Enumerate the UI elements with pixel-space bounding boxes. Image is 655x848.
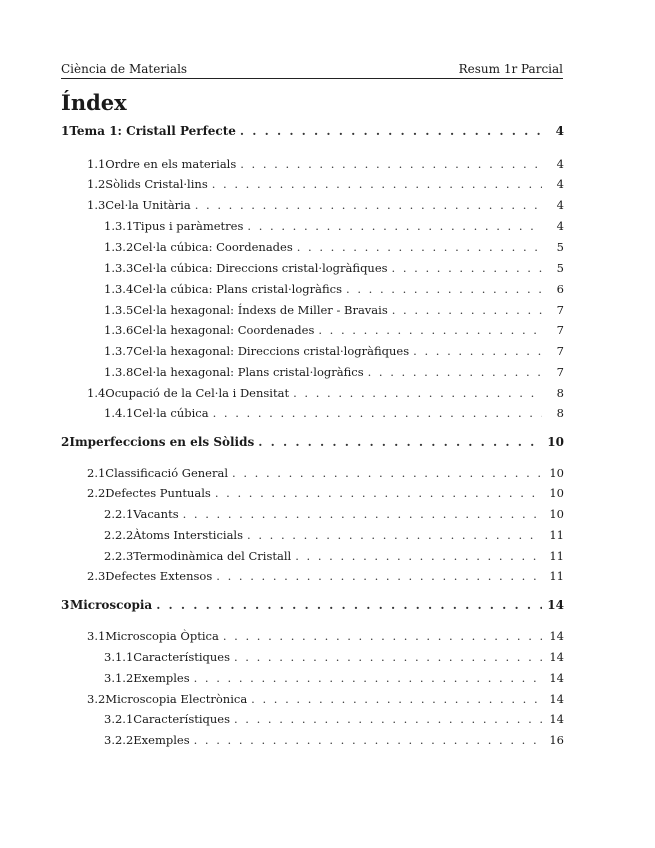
- toc-entry-number: 2.2.1: [104, 507, 134, 521]
- toc-entry-label: Cel·la cúbica: [133, 406, 209, 420]
- toc-entry-number: 1.3.3: [104, 261, 134, 275]
- toc-entry-page: 8: [556, 386, 564, 400]
- toc-entry-number: 2: [61, 435, 70, 449]
- toc-entry-label: Sòlids Cristal·lins: [105, 177, 208, 191]
- toc-entry[interactable]: [61, 507, 564, 523]
- toc-entry-label: Característiques: [133, 712, 230, 726]
- toc-dot-leader: [240, 157, 542, 171]
- toc-dot-leader: [295, 549, 542, 563]
- toc-dot-leader: [195, 198, 542, 212]
- toc-entry-label: Cel·la cúbica: Coordenades: [133, 240, 293, 254]
- toc-entry[interactable]: [61, 569, 564, 585]
- toc-entry-page: 4: [556, 157, 564, 171]
- toc-entry-label: Cel·la Unitària: [105, 198, 191, 212]
- toc-entry[interactable]: [61, 435, 564, 451]
- toc-entry-page: 5: [556, 261, 564, 275]
- toc-entry-page: 14: [547, 598, 564, 612]
- toc-entry-number: 3.1.1: [104, 650, 134, 664]
- toc-entry-page: 4: [556, 219, 564, 233]
- toc-entry-number: 1.3.2: [104, 240, 134, 254]
- toc-dot-leader: [251, 692, 542, 706]
- toc-entry-number: 2.1: [87, 466, 106, 480]
- toc-entry-label: Defectes Puntuals: [105, 486, 211, 500]
- toc-entry-page: 11: [549, 549, 564, 563]
- toc-entry[interactable]: [61, 386, 564, 402]
- toc-entry-label: Tema 1: Cristall Perfecte: [69, 124, 236, 138]
- toc-entry-label: Termodinàmica del Cristall: [133, 549, 292, 563]
- toc-entry-number: 2.3: [87, 569, 106, 583]
- toc-entry-label: Cel·la hexagonal: Coordenades: [133, 323, 315, 337]
- toc-entry[interactable]: [61, 303, 564, 319]
- toc-entry-page: 10: [549, 466, 564, 480]
- toc-dot-leader: [194, 733, 542, 747]
- toc-entry-page: 14: [549, 650, 564, 664]
- toc-dot-leader: [258, 435, 542, 449]
- toc-entry-label: Exemples: [133, 733, 190, 747]
- toc-entry[interactable]: [61, 733, 564, 749]
- toc-dot-leader: [215, 486, 542, 500]
- toc-entry-label: Àtoms Intersticials: [133, 528, 244, 542]
- toc-entry-page: 7: [556, 303, 564, 317]
- toc-dot-leader: [156, 598, 542, 612]
- toc-dot-leader: [247, 528, 542, 542]
- toc-dot-leader: [212, 177, 542, 191]
- toc-entry[interactable]: [61, 650, 564, 666]
- toc-entry-page: 4: [556, 198, 564, 212]
- running-header: [61, 62, 563, 79]
- toc-entry-number: 1.3.1: [104, 219, 134, 233]
- toc-entry-number: 2.2.3: [104, 549, 134, 563]
- toc-entry-page: 8: [556, 406, 564, 420]
- toc-entry[interactable]: [61, 124, 564, 140]
- toc-entry[interactable]: [61, 365, 564, 381]
- toc-entry-label: Cel·la hexagonal: Índexs de Miller - Bravais: [133, 303, 388, 317]
- toc-entry[interactable]: [61, 598, 564, 614]
- toc-dot-leader: [232, 466, 542, 480]
- toc-dot-leader: [216, 569, 542, 583]
- toc-entry[interactable]: [61, 261, 564, 277]
- toc-entry[interactable]: [61, 219, 564, 235]
- toc-entry-page: 16: [549, 733, 564, 747]
- toc-entry[interactable]: [61, 157, 564, 173]
- toc-dot-leader: [194, 671, 542, 685]
- toc-dot-leader: [247, 219, 542, 233]
- toc-entry[interactable]: [61, 323, 564, 339]
- toc-entry[interactable]: [61, 692, 564, 708]
- toc-entry[interactable]: [61, 198, 564, 214]
- toc-dot-leader: [234, 650, 542, 664]
- toc-entry-label: Ocupació de la Cel·la i Densitat: [105, 386, 290, 400]
- header-right: Resum 1r Parcial: [458, 62, 563, 76]
- toc-entry-label: Defectes Extensos: [105, 569, 213, 583]
- toc-entry-number: 2.2: [87, 486, 106, 500]
- toc-entry-label: Característiques: [133, 650, 230, 664]
- toc-entry-number: 3.2: [87, 692, 106, 706]
- toc-entry-number: 1: [61, 124, 70, 138]
- toc-entry[interactable]: [61, 344, 564, 360]
- toc-entry-number: 1.4.1: [104, 406, 134, 420]
- toc-entry[interactable]: [61, 549, 564, 565]
- toc-entry-page: 10: [549, 486, 564, 500]
- toc-dot-leader: [293, 386, 542, 400]
- toc-entry-number: 3: [61, 598, 70, 612]
- toc-entry-page: 14: [549, 712, 564, 726]
- toc-entry-page: 10: [547, 435, 564, 449]
- toc-dot-leader: [392, 261, 542, 275]
- toc-entry-number: 3.2.2: [104, 733, 134, 747]
- toc-dot-leader: [223, 629, 542, 643]
- toc-entry-label: Vacants: [133, 507, 179, 521]
- toc-entry-number: 3.2.1: [104, 712, 134, 726]
- toc-entry-number: 1.3.8: [104, 365, 134, 379]
- toc-entry-number: 2.2.2: [104, 528, 134, 542]
- toc-entry-label: Imperfeccions en els Sòlids: [69, 435, 255, 449]
- toc-dot-leader: [297, 240, 542, 254]
- toc-entry-page: 7: [556, 323, 564, 337]
- toc-entry[interactable]: [61, 177, 564, 193]
- toc-entry-page: 4: [556, 177, 564, 191]
- toc-entry-page: 5: [556, 240, 564, 254]
- toc-dot-leader: [234, 712, 542, 726]
- toc-entry-label: Cel·la cúbica: Plans cristal·logràfics: [133, 282, 343, 296]
- header-left: Ciència de Materials: [61, 62, 188, 76]
- toc-entry[interactable]: [61, 282, 564, 298]
- toc-entry-number: 1.3: [87, 198, 106, 212]
- toc-entry-number: 1.3.6: [104, 323, 134, 337]
- toc-entry-page: 14: [549, 692, 564, 706]
- toc-dot-leader: [368, 365, 542, 379]
- toc-entry-page: 14: [549, 629, 564, 643]
- toc-entry-page: 7: [556, 344, 564, 358]
- toc-entry[interactable]: [61, 240, 564, 256]
- toc-entry-label: Cel·la hexagonal: Plans cristal·logràfics: [133, 365, 364, 379]
- toc-dot-leader: [413, 344, 542, 358]
- toc-entry-number: 3.1: [87, 629, 106, 643]
- toc-entry[interactable]: [61, 466, 564, 482]
- toc-entry-label: Cel·la hexagonal: Direccions cristal·logràfiques: [133, 344, 410, 358]
- toc-entry-number: 3.1.2: [104, 671, 134, 685]
- toc-entry-number: 1.1: [87, 157, 106, 171]
- toc-entry-page: 10: [549, 507, 564, 521]
- toc-entry[interactable]: [61, 671, 564, 687]
- toc-entry-label: Tipus i paràmetres: [133, 219, 244, 233]
- toc-entry-number: 1.3.5: [104, 303, 134, 317]
- toc-entry[interactable]: [61, 406, 564, 422]
- toc-entry-page: 7: [556, 365, 564, 379]
- toc-entry-label: Microscopia Electrònica: [105, 692, 248, 706]
- toc-entry-label: Exemples: [133, 671, 190, 685]
- toc-entry-label: Ordre en els materials: [105, 157, 237, 171]
- toc-entry-page: 6: [556, 282, 564, 296]
- toc-entry-page: 11: [549, 528, 564, 542]
- toc-entry-number: 1.4: [87, 386, 106, 400]
- toc-dot-leader: [392, 303, 542, 317]
- toc-dot-leader: [318, 323, 542, 337]
- page-title: Índex: [61, 90, 127, 115]
- toc-entry[interactable]: [61, 629, 564, 645]
- toc-entry[interactable]: [61, 528, 564, 544]
- toc-entry-number: 1.2: [87, 177, 106, 191]
- toc-dot-leader: [240, 124, 542, 138]
- toc-entry-number: 1.3.7: [104, 344, 134, 358]
- toc-dot-leader: [346, 282, 542, 296]
- toc-dot-leader: [213, 406, 542, 420]
- toc-entry[interactable]: [61, 486, 564, 502]
- toc-entry-label: Classificació General: [105, 466, 229, 480]
- toc-entry[interactable]: [61, 712, 564, 728]
- toc-entry-label: Microscopia: [69, 598, 153, 612]
- toc-entry-page: 14: [549, 671, 564, 685]
- toc-entry-label: Microscopia Òptica: [105, 629, 219, 643]
- toc-entry-page: 4: [555, 124, 564, 138]
- toc-entry-page: 11: [549, 569, 564, 583]
- toc-entry-number: 1.3.4: [104, 282, 134, 296]
- toc-entry-label: Cel·la cúbica: Direccions cristal·logràfiques: [133, 261, 388, 275]
- toc-dot-leader: [183, 507, 542, 521]
